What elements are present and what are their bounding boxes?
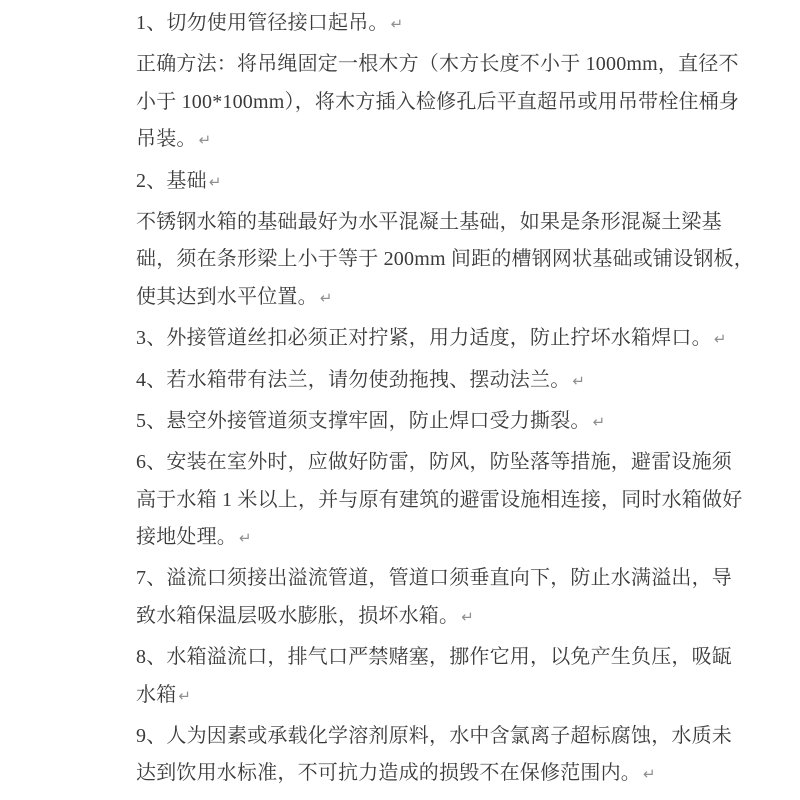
text-line [136,5,696,42]
line-text: 达到饮用水标准，不可抗力造成的损毁不在保修范围内。 [136,762,641,785]
paragraph-item-4 [136,362,696,399]
document-text-block [136,5,754,797]
line-text: 9、人为因素或承载化学溶剂原料，水中含氯离子超标腐蚀，水质未 [136,725,732,748]
text-line [136,519,696,556]
text-line [136,677,696,714]
line-text: 4、若水箱带有法兰，请勿使劲拖拽、摆动法兰。 [136,368,571,391]
paragraph-return-mark-icon: ↵ [178,686,191,705]
paragraph-return-mark-icon: ↵ [461,607,474,626]
paragraph-return-mark-icon: ↵ [592,412,606,431]
line-text: 8、水箱溢流口，排气口严禁赌塞，挪作它用，以免产生负压，吸缻 [136,646,732,669]
paragraph-item-9 [136,718,732,793]
line-text: 吊装。 [136,128,197,151]
paragraph-item-6 [136,444,743,556]
line-text: 础，须在条形梁上小于等于 200mm 间距的槽钢网状基础或铺设钢板， [136,248,754,271]
paragraph-item-2-body [136,204,754,316]
paragraph-item-7 [136,560,732,635]
text-line [136,163,696,200]
paragraph-item-3 [136,320,727,357]
paragraph-item-2 [136,163,696,200]
text-line [136,444,732,481]
paragraph-item-8 [136,639,732,714]
line-text: 水箱 [136,683,177,706]
line-text: 致水箱保温层吸水膨胀，损坏水箱。 [136,604,460,627]
text-line [136,46,739,83]
paragraph-item-1 [136,5,696,42]
line-text: 接地处理。 [136,526,237,549]
paragraph-return-mark-icon: ↵ [319,288,333,307]
line-text: 5、悬空外接管道须支撑牢固，防止焊口受力撕裂。 [136,409,591,432]
text-line [136,204,722,241]
text-line [136,598,696,635]
paragraph-item-1-method [136,46,740,158]
paragraph-return-mark-icon: ↵ [643,765,656,784]
text-line [136,279,696,316]
paragraph-return-mark-icon: ↵ [713,330,727,349]
line-text: 1、切勿使用管径接口起吊。 [136,12,389,34]
paragraph-return-mark-icon: ↵ [390,15,404,33]
text-line [136,84,740,121]
text-line [136,403,696,440]
text-line [136,755,696,792]
paragraph-return-mark-icon: ↵ [239,529,252,548]
paragraph-return-mark-icon: ↵ [572,371,585,390]
line-text: 3、外接管道丝扣必须正对拧紧，用力适度，防止拧坏水箱焊口。 [136,327,712,350]
text-line [136,718,732,755]
line-text: 不锈钢水箱的基础最好为水平混凝土基础，如果是条形混凝土梁基 [136,210,722,233]
line-text: 使其达到水平位置。 [136,285,318,308]
paragraph-item-5 [136,403,696,440]
line-text: 7、溢流口须接出溢流管道，管道口须垂直向下，防止水满溢出，导 [136,567,732,590]
line-text: 2、基础 [136,169,207,192]
text-line [136,121,696,158]
line-text: 6、安装在室外时，应做好防雷，防风，防坠落等措施，避雷设施须 [136,451,732,474]
paragraph-return-mark-icon: ↵ [198,131,212,150]
line-text: 小于 100*100mm），将木方插入检修孔后平直超吊或用吊带栓住桶身 [136,90,740,113]
text-line [136,482,743,519]
text-line [136,639,732,676]
text-line [136,362,696,399]
paragraph-return-mark-icon: ↵ [208,172,222,191]
text-line [136,560,732,597]
line-text: 正确方法：将吊绳固定一根木方（木方长度不小于 1000mm，直径不 [136,53,739,76]
line-text: 高于水箱 1 米以上，并与原有建筑的避雷设施相连接，同时水箱做好 [136,488,743,511]
text-line [136,241,754,278]
text-line [136,320,727,357]
